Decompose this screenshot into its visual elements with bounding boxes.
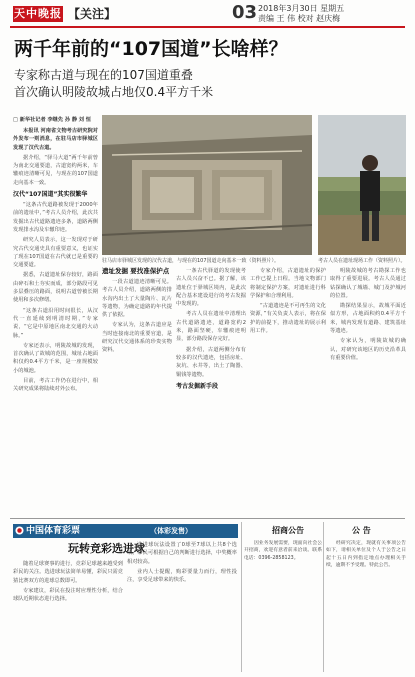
subhead-line-1: 专家称古道与现在的107国道重叠: [14, 68, 193, 82]
body-paragraph: 一段古道遗迹清晰可见。考古人员介绍，道路两侧的排水沟内出土了大量陶片、瓦片等遗物，为确定道路的年代提供了依据。: [102, 279, 172, 319]
section-subtitle: 遗址发掘 要找准保护点: [102, 267, 170, 275]
body-paragraph: 选进球玩法设置了0球至7球以上共8个选项，彩民可根据自己的判断进行选择，中奖概率相对较高。: [127, 542, 237, 565]
lottery-logo-icon: [15, 526, 24, 535]
lottery-banner-tag: （体彩发售）: [150, 527, 192, 535]
archaeologist-photo: [318, 115, 406, 255]
article-column-2: [102, 278, 172, 513]
article-subhead: [14, 67, 314, 101]
body-paragraph: 研究人员表示，这一发现对于研究古代交通史具有重要意义，也证实了现在107国道在古代就已是重要的交通要道。: [13, 237, 98, 269]
excavation-site-photo: [102, 115, 312, 255]
section-label: 【关注】: [68, 7, 117, 21]
body-paragraph: 专家介绍，古道遗址的保护工作已提上日程。当地文物部门将制定保护方案，对遗址进行科学保护和合理利用。: [250, 268, 326, 299]
column-divider: [241, 522, 242, 672]
column-divider: [323, 522, 324, 672]
body-paragraph: 据介绍，古道两侧分布有较多的汉代遗迹，包括房址、灰坑、水井等，出土了陶器、铜钱等遗物。: [176, 346, 246, 378]
newspaper-logo: 天中晚报: [14, 7, 62, 20]
body-paragraph: 据悉，古道遗址保存较好，路面由碎石和土夯实而成，部分路段可见多层叠压的路面，说明古道曾被长期使用和多次修缮。: [13, 272, 98, 304]
section-subtitle: 汉代“107国道”其实很繁华: [13, 191, 88, 199]
notice-body: [326, 540, 406, 672]
article-column-5: [330, 267, 406, 513]
body-paragraph: 一条古代驿道的发现使考古人员兴奋不已。据了解，该遗址位于驿城区境内，是此次配合基本建设进行的考古发掘中发现的。: [176, 268, 246, 308]
masthead: [0, 0, 415, 27]
editor-line: 责编 王 伟 校对 赵庆梅: [258, 14, 341, 23]
body-paragraph: 专家还表示，明陵故城的发现，首次确认了故城的范围，城址占地面积仅约0.4平方千米，是一座规模较小的城池。: [13, 342, 98, 374]
lottery-banner-title: 中国体育彩票: [26, 526, 81, 536]
body-paragraph: 专家建议，彩民在投注时应理性分析，结合球队近期状态进行选择。: [13, 587, 123, 603]
section-subtitle: 考古发掘新手段: [176, 382, 219, 390]
body-paragraph: “这条古代道路被发现于2000年前的遗址中，”考古人员介绍，此次共发掘出古代道路遗迹多条，道路两侧发现排水沟及车辙印迹。: [13, 202, 98, 233]
notice-body: [244, 540, 322, 672]
feature-headline: 玩转竞彩选进球: [68, 542, 145, 555]
page-number: 03: [232, 2, 258, 23]
article-column-4: [250, 267, 326, 513]
body-paragraph: 业内人士提醒，购彩要量力而行，理性投注，享受足球带来的快乐。: [127, 568, 237, 584]
header-rule: [10, 26, 405, 28]
body-paragraph: 考古人员在遗址中清理出古代道路遗迹，道路宽约2米，路面坚硬，车辙痕迹明显，部分路段保存完好。: [176, 311, 246, 343]
body-paragraph: 勘探结果显示，故城平面近似方形，占地面积约0.4平方千米，城内发现有道路、建筑基址等遗迹。: [330, 303, 406, 335]
article-column-1: [13, 116, 98, 513]
article-headline: 两千年前的“107国道”长啥样？: [14, 38, 288, 60]
lead-paragraph: 本报讯 河南省文物考古研究院对外发布一则消息，在驻马店市驿城区发现了汉代古道。: [13, 128, 98, 151]
issue-date: 2018年3月30日 星期五: [258, 4, 345, 13]
byline: □ 新华社记者 李继先 孙 静 刘 恒: [13, 117, 91, 123]
feature-column-2: [127, 541, 237, 672]
side-photo-caption: 考古人员在遗址现场工作（资料照片）。: [318, 258, 406, 264]
notice-title: 公 告: [352, 526, 371, 535]
body-paragraph: 目前，考古工作仍在进行中，相关研究成果将陆续对外公布。: [13, 378, 98, 393]
body-paragraph: 据介绍，“驿马大道”两千年前曾为南北交通要道，古道宽约两米，车辙痕迹清晰可见，与现在的107国道走向基本一致。: [13, 154, 98, 186]
body-paragraph: “这条古道沿用时间很长，从汉代一直延续到明清时期，”专家说，“它是中原地区南北交通的大动脉。”: [13, 307, 98, 339]
body-paragraph: 因业务发展需要，现面向社会公开招商，欢迎有意者前来洽谈。联系电话：0396-2858123。: [244, 541, 322, 561]
body-paragraph: 专家认为，这条古道应是当时连接南北的重要官道，是研究汉代交通体系的珍贵实物资料。: [102, 322, 172, 354]
notice-title: 招商公告: [272, 526, 304, 535]
section-divider: [10, 518, 405, 519]
body-paragraph: “古道遗迹是不可再生的文化资源，”有关负责人表示，将在保护的前提下，推动遗址的展示利用工作。: [250, 303, 326, 335]
main-photo-caption: 驻马店市驿城区发现的汉代古道，与现在的107国道走向基本一致（资料照片）。: [102, 258, 280, 264]
feature-column-1: [13, 560, 123, 672]
body-paragraph: 明陵故城的考古勘探工作也取得了重要进展。考古人员通过钻探确认了城墙、城门及护城河的位置。: [330, 268, 406, 299]
body-paragraph: 专家认为，明陵故城的确认，对研究该地区的历史沿革具有重要价值。: [330, 338, 406, 361]
article-column-3: [176, 267, 246, 513]
body-paragraph: 随着足球赛事的进行，竞彩足球越来越受到彩民的关注。选进球玩法简单易懂，彩民只需竞猜比赛双方的进球总数即可。: [13, 561, 123, 584]
body-paragraph: 经研究决定，现就有关事项公告如下，请相关单位及个人于公告之日起十五日内到指定地点办理相关手续，逾期不予受理。特此公告。: [326, 541, 406, 568]
subhead-line-2: 首次确认明陵故城占地仅0.4平方千米: [14, 85, 214, 99]
